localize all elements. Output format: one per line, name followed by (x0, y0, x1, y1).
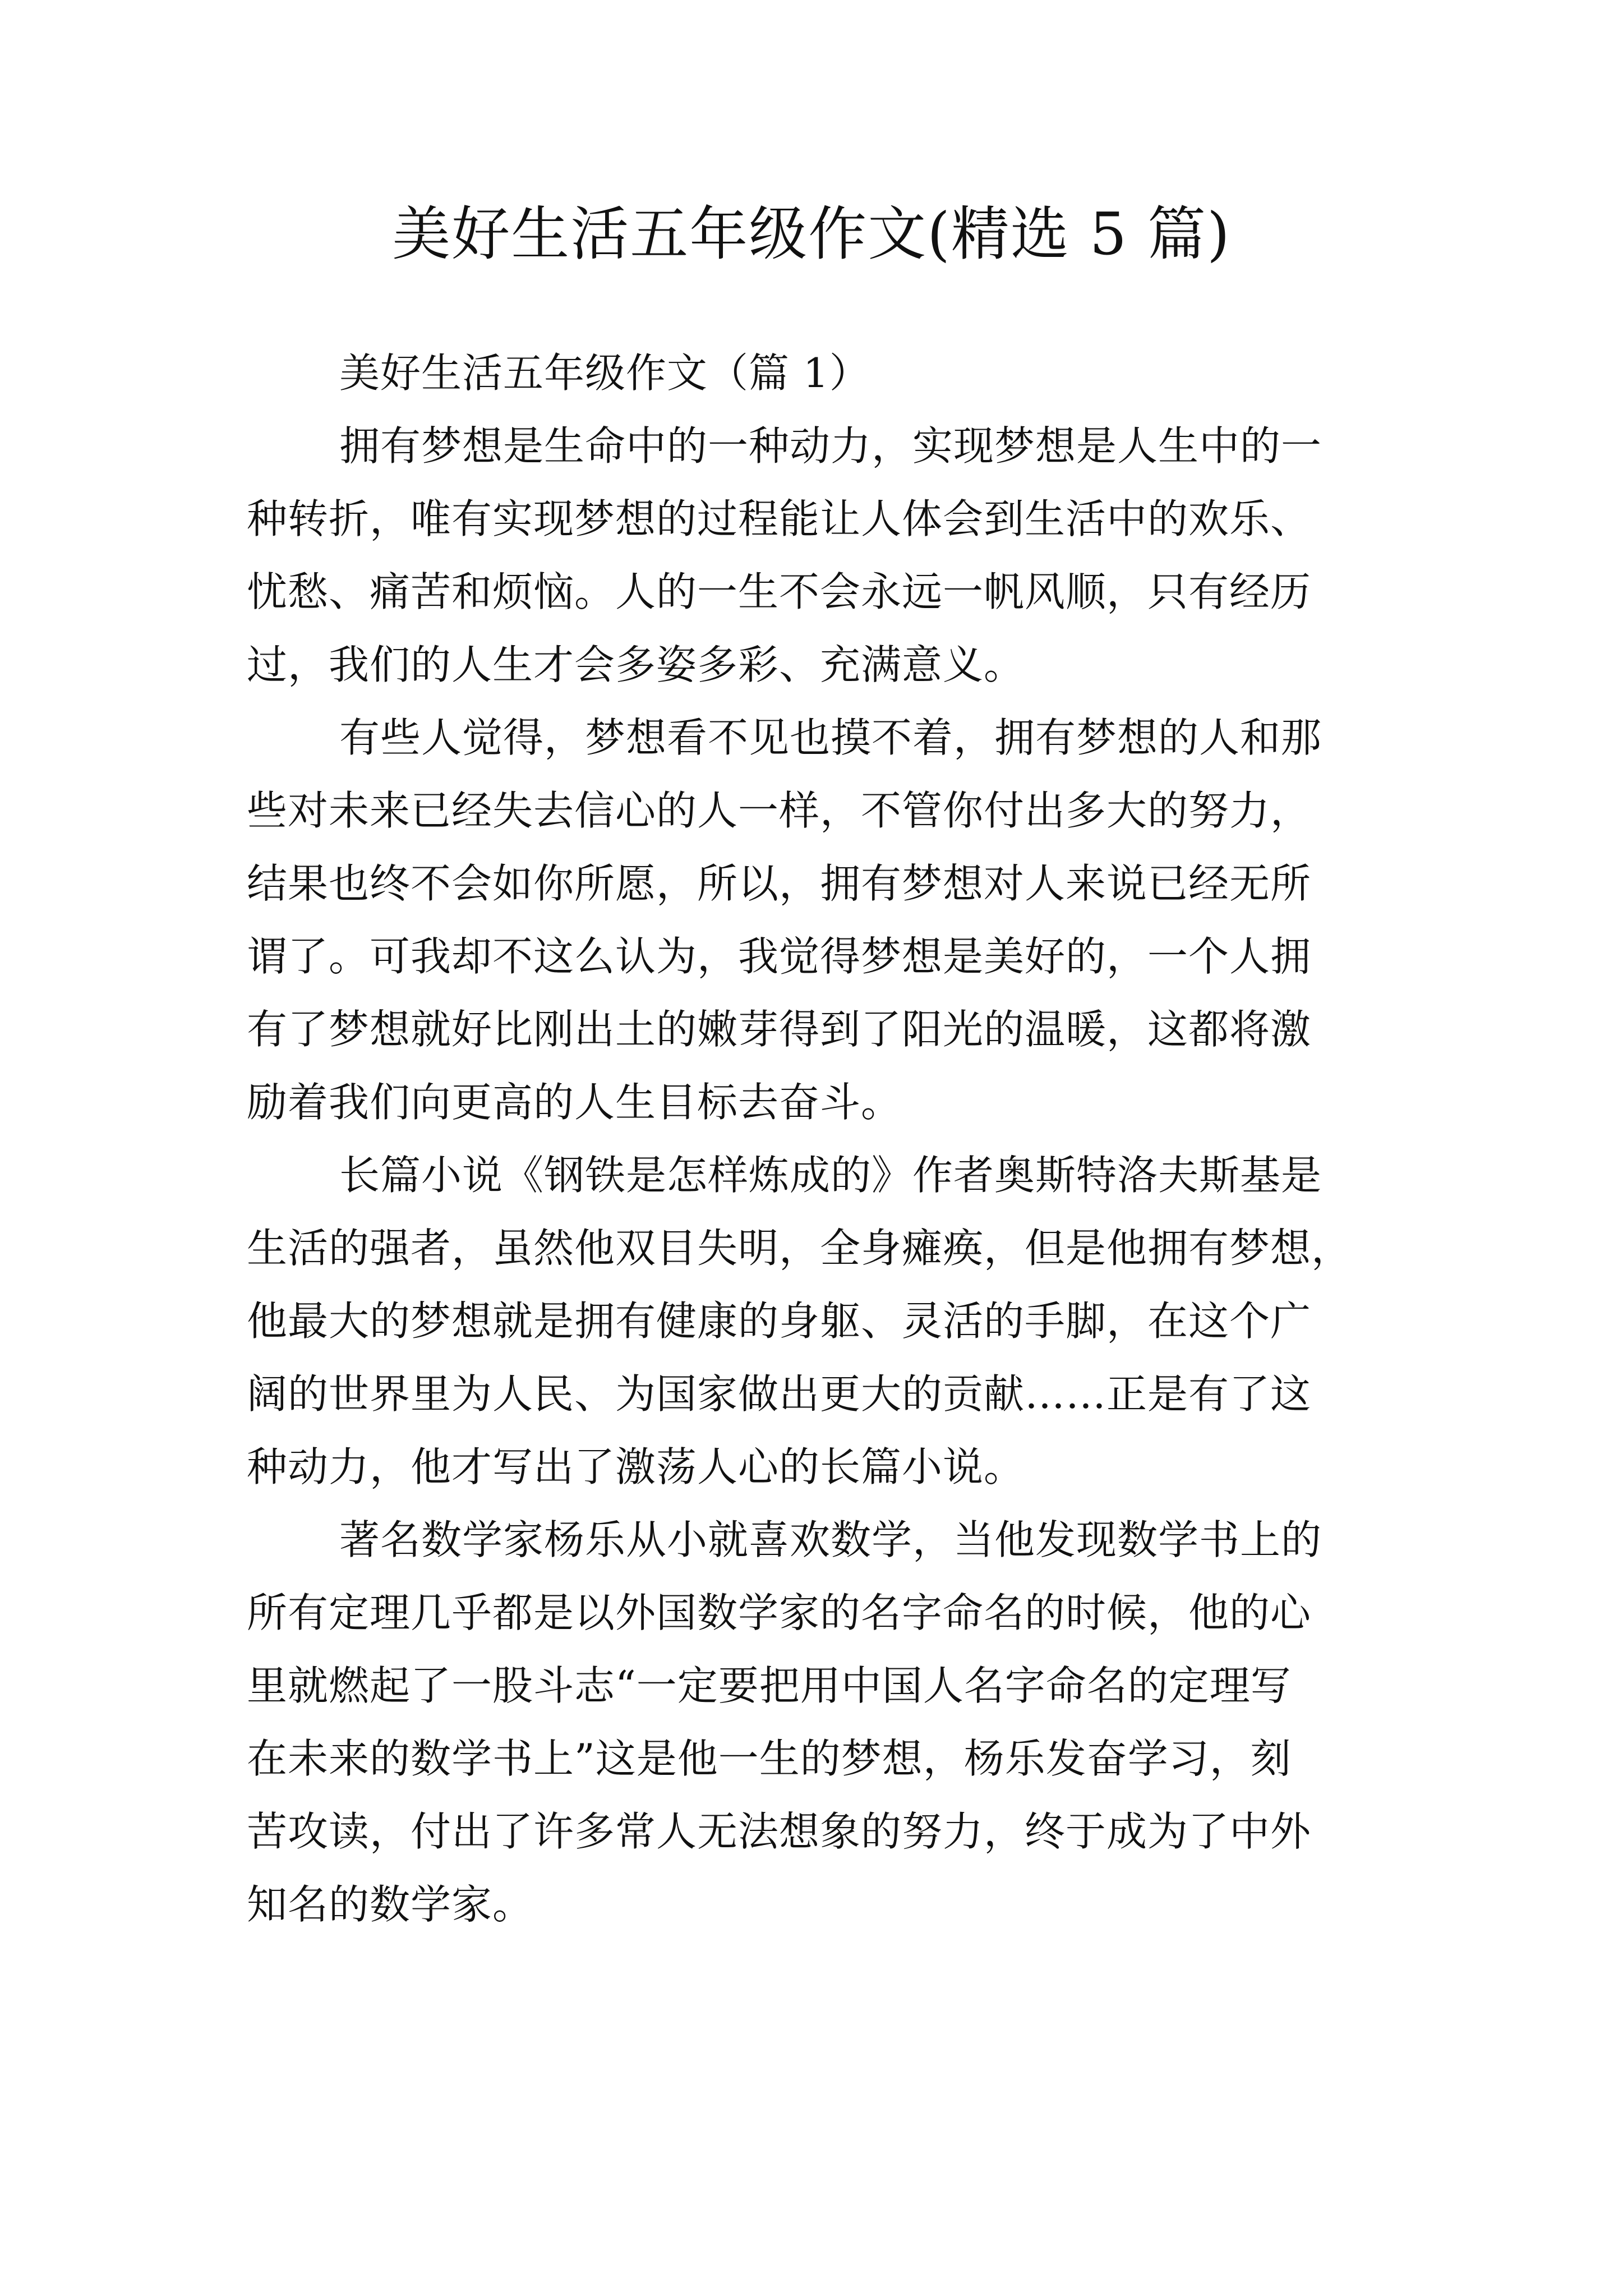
paragraph-line: 忧愁、痛苦和烦恼。人的一生不会永远一帆风顺，只有经历 (247, 568, 1312, 615)
paragraph-line: 有了梦想就好比刚出土的嫩芽得到了阳光的温暖，这都将激 (247, 1006, 1312, 1053)
paragraph-line: 所有定理几乎都是以外国数学家的名字命名的时候，他的心 (247, 1589, 1312, 1636)
paragraph-line: 生活的强者，虽然他双目失明，全身瘫痪，但是他拥有梦想， (247, 1225, 1353, 1272)
paragraph-2 (247, 701, 1424, 1139)
paragraph-line: 些对未来已经失去信心的人一样，不管你付出多大的努力， (247, 787, 1312, 834)
paragraph-line: 种转折，唯有实现梦想的过程能让人体会到生活中的欢乐、 (247, 495, 1312, 542)
paragraph-line: 里就燃起了一股斗志“一定要把用中国人名字命名的定理写 (247, 1662, 1292, 1709)
document-title: 美好生活五年级作文(精选 5 篇) (392, 200, 1231, 268)
paragraph-line: 知名的数学家。 (247, 1881, 534, 1928)
section-heading: 美好生活五年级作文（篇 1） (339, 349, 870, 397)
document-body (247, 337, 1424, 1941)
paragraph-line: 有些人觉得，梦想看不见也摸不着，拥有梦想的人和那 (339, 714, 1322, 761)
paragraph-line: 种动力，他才写出了激荡人心的长篇小说。 (247, 1443, 1025, 1490)
paragraph-line: 谓了。可我却不这么认为，我觉得梦想是美好的，一个人拥 (247, 933, 1312, 980)
paragraph-line: 阔的世界里为人民、为国家做出更大的贡献……正是有了这 (247, 1370, 1312, 1418)
paragraph-3 (247, 1139, 1424, 1503)
paragraph-line: 在未来的数学书上”这是他一生的梦想，杨乐发奋学习，刻 (247, 1735, 1292, 1782)
paragraph-line: 过，我们的人生才会多姿多彩、充满意义。 (247, 641, 1025, 688)
paragraph-line: 苦攻读，付出了许多常人无法想象的努力，终于成为了中外 (247, 1808, 1312, 1855)
paragraph-1 (247, 409, 1424, 701)
paragraph-line: 励着我们向更高的人生目标去奋斗。 (247, 1079, 902, 1126)
paragraph-line: 拥有梦想是生命中的一种动力，实现梦想是人生中的一 (339, 422, 1322, 470)
paragraph-line: 著名数学家杨乐从小就喜欢数学，当他发现数学书上的 (339, 1516, 1322, 1563)
paragraph-4 (247, 1503, 1424, 1941)
paragraph-line: 长篇小说《钢铁是怎样炼成的》作者奥斯特洛夫斯基是 (339, 1152, 1322, 1199)
paragraph-line: 结果也终不会如你所愿，所以，拥有梦想对人来说已经无所 (247, 860, 1312, 907)
paragraph-line: 他最大的梦想就是拥有健康的身躯、灵活的手脚，在这个广 (247, 1297, 1312, 1345)
